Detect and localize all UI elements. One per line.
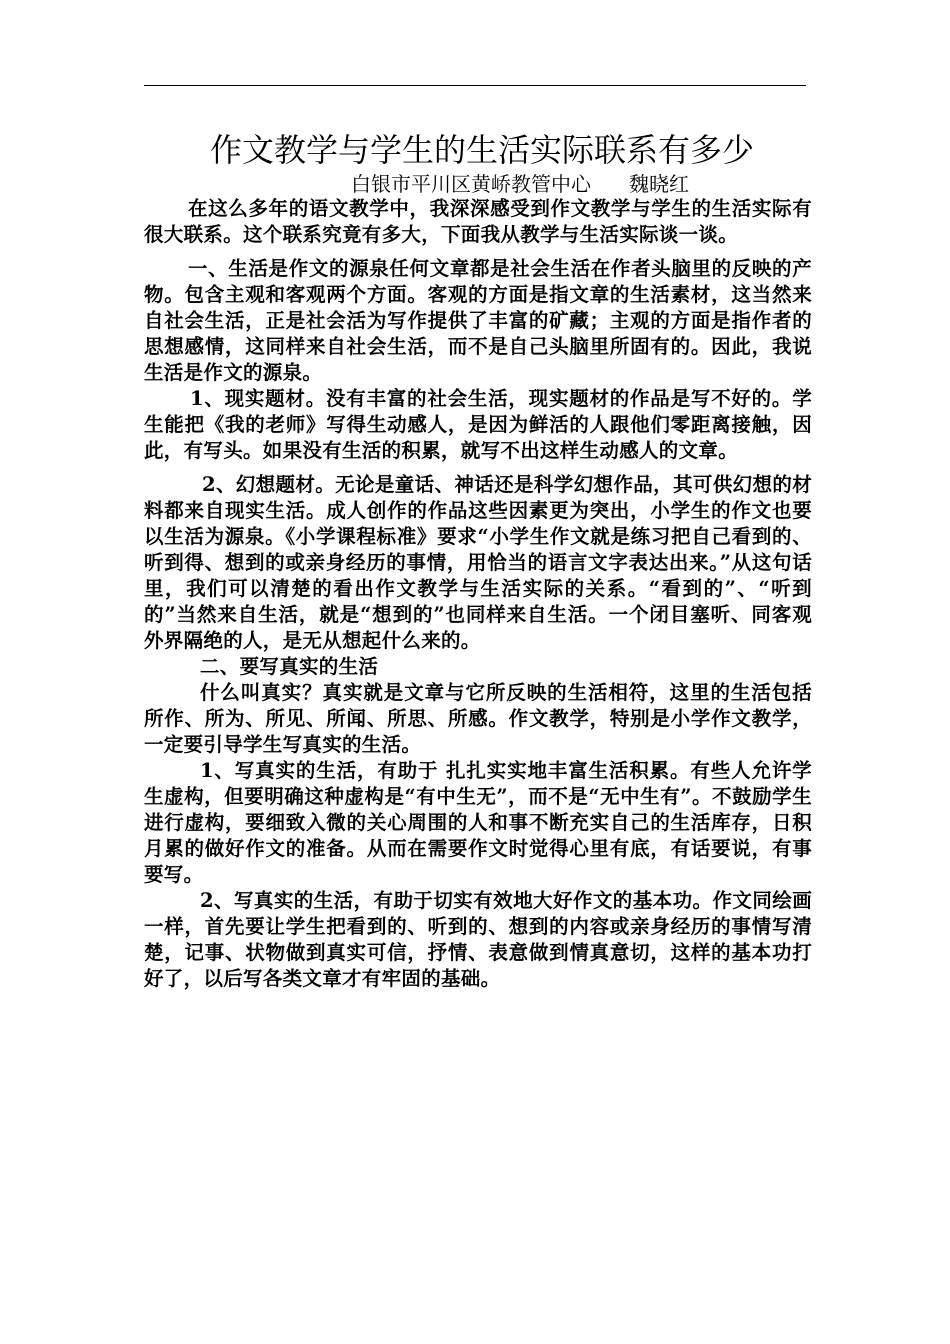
document-title: 作文教学与学生的生活实际联系有多少 <box>209 131 754 169</box>
paragraph-intro: 在这么多年的语文教学中，我深深感受到作文教学与学生的生活实际有很大联系。这个联系究竟有多大，下面我从教学与生活实际谈一谈。 <box>144 197 812 246</box>
paragraph-section-2-item-1: 1、写真实的生活，有助于 扎扎实实地丰富生活积累。有些人允许学生虚构，但要明确这种虚构是“有中生无”，而不是“无中生有”。不鼓励学生进行虚构，要细致入微的关心周围的人和事不断充实自己的生活库存，日积月累的做好作文的准备。从而在需要作文时觉得心里有底，有话要说，有事要写。 <box>144 759 812 886</box>
paragraph-section-1-item-2: 2、幻想题材。无论是童话、神话还是科学幻想作品，其可供幻想的材料都来自现实生活。成人创作的作品这些因素更为突出，小学生的作文也要以生活为源泉。《小学课程标准》要求“小学生作文就是练习把自己看到的、听到得、想到的或亲身经历的事情，用恰当的语言文字表达出来。”从这句话里，我们可以清楚的看出作文教学与生活实际的关系。“看到的”、“听到的”当然来自生活，就是“想到的”也同样来自生活。一个闭目塞听、同客观外界隔绝的人，是无从想起什么来的。 <box>144 473 812 652</box>
paragraph-section-1-item-1: 1、现实题材。没有丰富的社会生活，现实题材的作品是写不好的。学生能把《我的老师》写得生动感人，是因为鲜活的人跟他们零距离接触，因此，有写头。如果没有生活的积累，就写不出这样生动感人的文章。 <box>144 387 812 462</box>
paragraph-section-2-item-2: 2、写真实的生活，有助于切实有效地大好作文的基本功。作文同绘画一样，首先要让学生把看到的、听到的、想到的内容或亲身经历的事情写清楚，记事、状物做到真实可信，抒情、表意做到情真意切，这样的基本功打好了，以后写各类文章才有牢固的基础。 <box>144 889 812 990</box>
paragraph-section-1: 一、生活是作文的源泉任何文章都是社会生活在作者头脑里的反映的产物。包含主观和客观两个方面。客观的方面是指文章的生活素材，这当然来自社会生活，正是社会活为写作提供了丰富的矿藏；主观的方面是指作者的思想感情，这同样来自社会生活，而不是自己头脑里所固有的。因此，我说生活是作文的源泉。 <box>144 257 812 384</box>
byline-organization: 白银市平川区黄峤教管中心 <box>351 172 591 196</box>
paragraph-section-2: 什么叫真实？真实就是文章与它所反映的生活相符，这里的生活包括所作、所为、所见、所闻、所思、所感。作文教学，特别是小学作文教学，一定要引导学生写真实的生活。 <box>144 681 812 756</box>
document-body <box>144 128 812 992</box>
byline <box>144 172 812 196</box>
byline-author: 魏晓红 <box>629 172 689 196</box>
header-rule <box>144 85 806 86</box>
section-2-heading: 二、要写真实的生活 <box>200 655 379 678</box>
